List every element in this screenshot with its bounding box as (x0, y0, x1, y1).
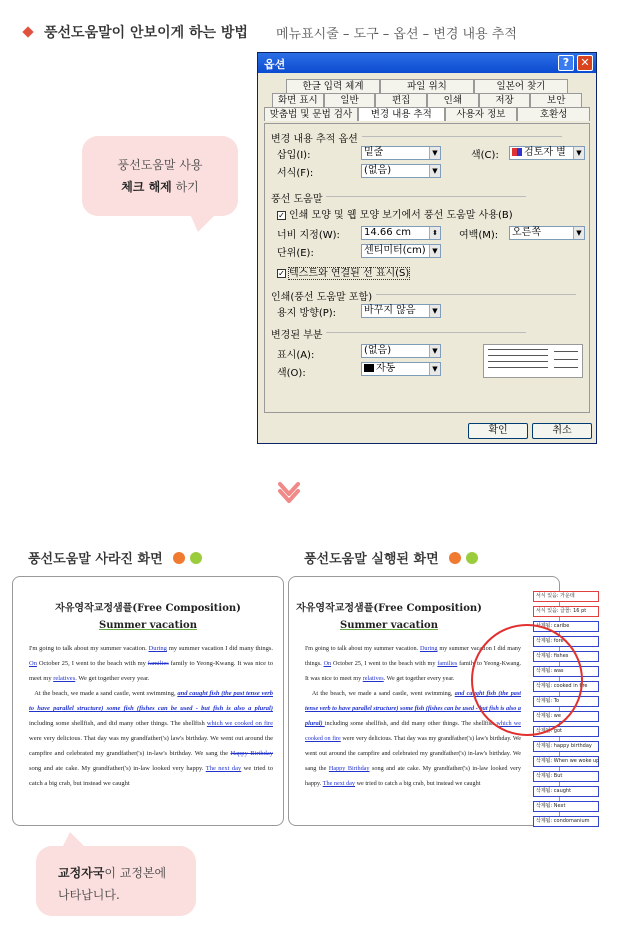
preview-line (488, 349, 548, 350)
unit-select[interactable] (361, 244, 441, 258)
mark-label: 표시(A): (277, 350, 315, 361)
callout-bold: 체크 해제 (121, 180, 172, 194)
balloon[interactable]: 삭제됨: caribe (533, 621, 599, 632)
doc-body: I'm going to talk about my summer vacation. During my summer vacation I did many things. On October 25, I went to the beach with my families family to Yeong-Kwang. It was nice to meet my relatives. We get together every year. At the beach, we made a sand castle, went swimming, and caught fish (the past tense verb to have parallel structure) some fish (fishes can be used - but fish is also a plural) including some shellfish, and did many other things. The shellfish which we cooked on fire were very delicious. That day was my grandfather('s) law's birthday. We went out around the campfire and celebrated my grandfather('s) in-law's birthday. We sang the Happy Birthday song and ate cake. My grandfather('s) in-law looked very happy. The next day we tried to catch a big crab, but instead we caught (305, 645, 522, 787)
track-changes-panel (264, 123, 590, 413)
section-balloons: 풍선 도움말 (271, 190, 322, 205)
preview-line (488, 361, 548, 362)
spin-icon: ⬍ (429, 227, 440, 239)
balloon[interactable]: 삭제됨: got (533, 726, 599, 737)
orientation-select[interactable] (361, 304, 441, 318)
callout-rest: 이 교정본에 (104, 866, 167, 880)
preview-line (554, 351, 578, 352)
checkbox-box: ✓ (278, 210, 285, 220)
tab-japanese-find[interactable]: 일본어 찾기 (474, 79, 568, 93)
width-label: 너비 지정(W): (277, 230, 340, 241)
tab-track-changes[interactable]: 변경 내용 추적 (358, 107, 445, 121)
format-select[interactable] (361, 164, 441, 178)
callout-tail (62, 832, 86, 848)
mark-color-select[interactable] (361, 362, 441, 376)
color-select[interactable] (509, 146, 585, 160)
black-swatch-icon (364, 364, 374, 372)
tab-view[interactable]: 화면 표시 (272, 93, 324, 107)
width-spinner[interactable] (361, 226, 441, 240)
tab-row-2 (264, 93, 590, 107)
format-label: 서식(F): (277, 168, 314, 179)
callout-proof-marks (36, 846, 196, 916)
dialog-titlebar (258, 53, 596, 73)
balloon[interactable]: 삭제됨: happy birthday (533, 741, 599, 752)
checkbox-box: ✓ (278, 268, 285, 278)
close-icon[interactable]: ✕ (577, 55, 593, 71)
color-swatch-icon (512, 148, 522, 156)
balloon[interactable]: 삭제됨: fore (533, 636, 599, 647)
doc-without-balloons (12, 576, 284, 826)
tab-save[interactable]: 저장 (479, 93, 531, 107)
show-lines-checkbox[interactable] (277, 264, 409, 279)
balloon[interactable]: 삭제됨: we (533, 711, 599, 722)
color-label: 색(C): (471, 150, 499, 161)
ok-button[interactable]: 확인 (468, 423, 528, 439)
section-print: 인쇄(풍선 도움말 포함) (271, 288, 372, 303)
diamond-bullet-icon (22, 26, 33, 37)
tab-security[interactable]: 보안 (530, 93, 582, 107)
chevron-down-icon: ▼ (429, 245, 440, 257)
cancel-button[interactable]: 취소 (532, 423, 592, 439)
orange-dot-icon (449, 552, 461, 564)
doc-subtitle: Summer vacation (99, 620, 197, 631)
chevron-down-icon: ▼ (429, 305, 440, 317)
chevron-down-icon: ▼ (429, 363, 440, 375)
down-arrow-icon (275, 478, 303, 506)
tab-row-1 (264, 79, 590, 93)
margin-value: 오른쪽 (512, 227, 541, 238)
tab-row-3 (264, 107, 590, 121)
menu-path: 메뉴표시줄 – 도구 – 옵션 – 변경 내용 추적 (275, 26, 517, 42)
callout-tail (190, 214, 216, 232)
dialog-title: 옵션 (264, 58, 286, 71)
balloon[interactable]: 삭제됨: cooked in fire (533, 681, 599, 692)
doc-with-balloons (288, 576, 600, 826)
balloon[interactable]: 삭제됨: But (533, 771, 599, 782)
chevron-down-icon: ▼ (573, 227, 584, 239)
width-value: 14.66 cm (364, 227, 412, 238)
doc-subtitle: Summer vacation (340, 620, 438, 631)
section-changed: 변경된 부분 (271, 326, 322, 341)
callout-bold: 교정자국 (58, 866, 105, 880)
callout-line1: 풍선도움말 사용 (117, 158, 203, 172)
right-caption (304, 548, 478, 567)
mark-value: (없음) (364, 345, 392, 356)
orientation-value: 바꾸지 않음 (364, 305, 416, 316)
tab-print[interactable]: 인쇄 (427, 93, 479, 107)
doc-body: I'm going to talk about my summer vacation. During my summer vacation I did many things. On October 25, I went to the beach with my families family to Yeong-Kwang. It was nice to meet my relatives. We get together every year. At the beach, we made a sand castle, went swimming, and caught fish (the past tense verb to have parallel structure) some fish (fishes can be used - but fish is also a plural) including some shellfish, and did many other things. The shellfish which we cooked on fire were very delicious. That day was my grandfather('s) law's birthday. We went out around the campfire and celebrated my grandfather('s) in-law's birthday. We sang the Happy Birthday song and ate cake. My grandfather('s) in-law looked very happy. The next day we tried to catch a big crab, but instead we caught (29, 645, 274, 787)
preview-line (554, 367, 578, 368)
header (24, 22, 517, 42)
callout-rest: 하기 (171, 180, 199, 194)
chevron-down-icon: ▼ (429, 147, 440, 159)
unit-value: 센티미터(cm) (364, 245, 426, 256)
balloon[interactable]: 삭제됨: was (533, 666, 599, 677)
section-track-options: 변경 내용 추적 옵션 (271, 130, 358, 145)
tab-general[interactable]: 일반 (324, 93, 376, 107)
unit-label: 단위(E): (277, 248, 314, 259)
margin-label: 여백(M): (459, 230, 499, 241)
chevron-down-icon: ▼ (573, 147, 584, 159)
highlight-circle (471, 624, 583, 736)
callout-line1 (58, 862, 196, 884)
help-icon[interactable]: ? (558, 55, 574, 71)
show-lines-label: 텍스트와 연결된 선 표시(S) (289, 268, 410, 279)
tab-edit[interactable]: 편집 (375, 93, 427, 107)
right-caption-text: 풍선도움말 실행된 화면 (304, 552, 439, 567)
format-value: (없음) (364, 165, 392, 176)
mark-select[interactable] (361, 344, 441, 358)
orange-dot-icon (173, 552, 185, 564)
balloon[interactable]: 삭제됨: Next (533, 801, 599, 812)
dialog-tabs (264, 79, 590, 121)
use-balloons-checkbox[interactable] (277, 206, 513, 221)
green-dot-icon (466, 552, 478, 564)
balloon[interactable]: 삭제됨: To (533, 696, 599, 707)
color-value: 검토자 별 (524, 147, 566, 158)
preview-line (488, 355, 548, 356)
tab-file-location[interactable]: 파일 위치 (380, 79, 474, 93)
use-balloons-label: 인쇄 모양 및 웹 모양 보기에서 풍선 도움말 사용(B) (289, 210, 513, 221)
doc-title: 자유영작교정샘플(Free Composition) (296, 603, 482, 614)
margin-select[interactable] (509, 226, 585, 240)
page-preview (483, 344, 583, 378)
left-caption (28, 548, 202, 567)
chevron-down-icon: ▼ (429, 165, 440, 177)
balloon[interactable]: 서식 있음: 가운데 (533, 591, 599, 602)
orientation-label: 용지 방향(P): (277, 308, 337, 319)
preview-line (488, 367, 548, 368)
header-title: 풍선도움말이 안보이게 하는 방법 (44, 25, 248, 41)
doc-title: 자유영작교정샘플(Free Composition) (55, 603, 241, 614)
tab-korean-input[interactable]: 한글 입력 체계 (286, 79, 380, 93)
left-caption-text: 풍선도움말 사라진 화면 (28, 552, 163, 567)
balloon[interactable]: 삭제됨: condomanium (533, 816, 599, 827)
insert-select[interactable] (361, 146, 441, 160)
tab-compatibility[interactable]: 호환성 (517, 107, 590, 121)
insert-label: 삽입(I): (277, 150, 311, 161)
mark-color-label: 색(O): (277, 368, 306, 379)
chevron-down-icon: ▼ (429, 345, 440, 357)
tab-user-info[interactable]: 사용자 정보 (445, 107, 518, 121)
balloon[interactable]: 삭제됨: When we woke up (533, 756, 599, 767)
balloon[interactable]: 삭제됨: fishes (533, 651, 599, 662)
balloon[interactable]: 서식 있음: 글꼴: 16 pt (533, 606, 599, 617)
callout-uncheck (82, 136, 238, 216)
callout-line2 (82, 176, 238, 198)
options-dialog (257, 52, 597, 444)
balloon[interactable]: 삭제됨: caught (533, 786, 599, 797)
callout-line2: 나타납니다. (58, 888, 120, 902)
mark-color-value: 자동 (376, 363, 396, 374)
preview-line (554, 359, 578, 360)
insert-value: 밑줄 (364, 147, 384, 158)
green-dot-icon (190, 552, 202, 564)
tab-spelling[interactable]: 맞춤법 및 문법 검사 (264, 107, 358, 121)
